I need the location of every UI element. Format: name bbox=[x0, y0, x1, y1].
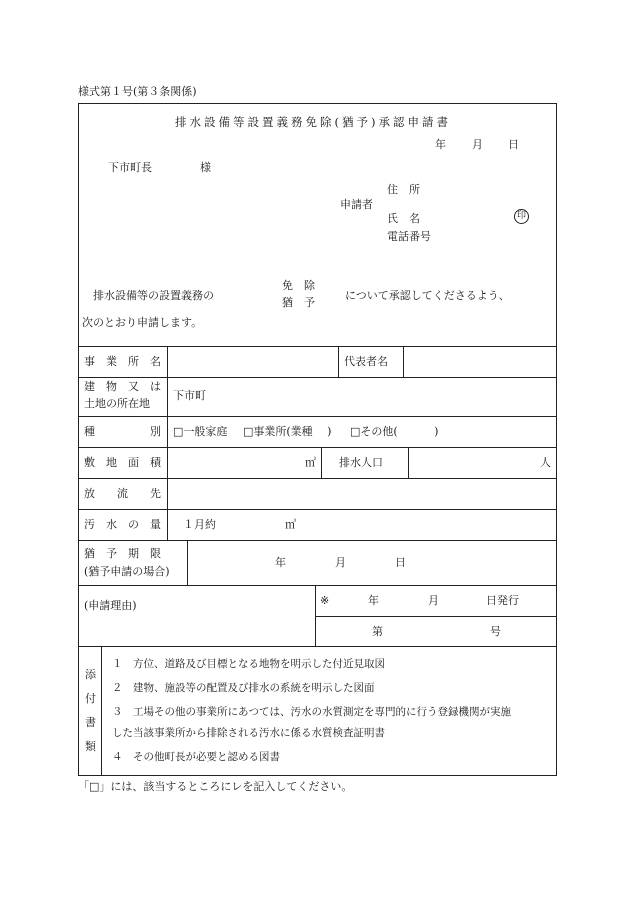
office-name-label: 事 業 所 名 bbox=[84, 355, 161, 368]
form-title: 排水設備等設置義務免除(猶予)承認申請書 bbox=[175, 115, 451, 129]
rule-h8 bbox=[78, 585, 557, 586]
applicant-name-label: 氏 名 bbox=[387, 212, 420, 225]
volume-unit: ㎥ bbox=[285, 518, 296, 531]
issue-year: 年 bbox=[368, 594, 379, 607]
deferral-label-1: 猶 予 期 限 bbox=[84, 547, 161, 560]
applicant-address-label: 住 所 bbox=[387, 183, 420, 196]
location-label-2: 土地の所在地 bbox=[84, 397, 150, 410]
rule-h6 bbox=[78, 509, 557, 510]
footnote: 「□」には、該当するところにレを記入してください。 bbox=[78, 780, 353, 793]
attachment-item-4: ４ その他町長が必要と認める図書 bbox=[112, 751, 280, 763]
addressee-name: 下市町長 bbox=[108, 161, 152, 174]
rule-h3 bbox=[78, 416, 557, 417]
attachment-item-2: ２ 建物、施設等の配置及び排水の系統を明示した図面 bbox=[112, 682, 375, 694]
type-household-checkbox[interactable]: □一般家庭 bbox=[173, 425, 228, 438]
attachment-item-3: ３ 工場その他の事業所にあつては、汚水の水質測定を専門的に行う登録機関が実施 bbox=[112, 706, 511, 718]
date-year: 年 bbox=[435, 138, 446, 151]
attachment-item-3-cont: した当該事業所から排除される汚水に係る水質検査証明書 bbox=[112, 727, 385, 739]
rule-v-pop-left bbox=[321, 447, 322, 478]
rule-v-reason bbox=[315, 585, 316, 646]
rule-h2 bbox=[78, 377, 557, 378]
attachment-item-1: １ 方位、道路及び目標となる地物を明示した付近見取図 bbox=[112, 658, 385, 670]
seal-mark: 印 bbox=[514, 209, 529, 224]
form-frame bbox=[78, 103, 557, 776]
rule-h10 bbox=[78, 646, 557, 647]
applicant-label: 申請者 bbox=[340, 198, 373, 211]
area-unit: ㎡ bbox=[305, 456, 316, 469]
location-label-1: 建 物 又 は bbox=[84, 380, 161, 393]
rule-h1 bbox=[78, 346, 557, 347]
deferral-label-2: (猶予申請の場合) bbox=[84, 565, 170, 578]
attachments-label-4: 類 bbox=[85, 740, 96, 753]
date-day: 日 bbox=[508, 138, 519, 151]
body-suffix: について承認してくださるよう、 bbox=[345, 289, 510, 302]
volume-label: 汚 水 の 量 bbox=[84, 518, 161, 531]
area-label: 敷 地 面 積 bbox=[84, 456, 161, 469]
population-unit: 人 bbox=[540, 456, 551, 469]
type-other-checkbox[interactable]: □その他( ) bbox=[350, 425, 439, 438]
rule-v-rep-right bbox=[403, 346, 404, 377]
location-value: 下市町 bbox=[173, 389, 206, 402]
rule-v-deferral bbox=[187, 540, 188, 585]
rule-h7 bbox=[78, 540, 557, 541]
body-line2: 次のとおり申請します。 bbox=[82, 316, 203, 329]
reason-label: (申請理由) bbox=[84, 599, 137, 612]
rule-h9 bbox=[315, 616, 557, 617]
attachments-label-3: 書 bbox=[85, 716, 96, 729]
body-option-exemption: 免 除 bbox=[282, 279, 315, 292]
rule-v-rep-left bbox=[338, 346, 339, 377]
issue-day: 日発行 bbox=[486, 594, 519, 607]
form-number: 様式第１号(第３条関係) bbox=[78, 85, 197, 98]
rule-v-attach bbox=[101, 646, 102, 776]
rule-v-pop-right bbox=[408, 447, 409, 478]
discharge-label: 放 流 先 bbox=[84, 487, 161, 500]
attachments-label-2: 付 bbox=[85, 692, 96, 705]
type-label: 種 別 bbox=[84, 425, 161, 438]
body-prefix: 排水設備等の設置義務の bbox=[93, 289, 214, 302]
rule-v-label-col bbox=[167, 346, 168, 540]
date-month: 月 bbox=[472, 138, 483, 151]
number-dai: 第 bbox=[372, 625, 383, 638]
deferral-year: 年 bbox=[275, 556, 286, 569]
deferral-month: 月 bbox=[335, 556, 346, 569]
issue-mark: ※ bbox=[320, 594, 330, 607]
addressee-honorific: 様 bbox=[200, 161, 211, 174]
issue-month: 月 bbox=[428, 594, 439, 607]
type-business-checkbox[interactable]: □事業所(業種 ) bbox=[243, 425, 332, 438]
body-option-deferral: 猶 予 bbox=[282, 296, 315, 309]
attachments-label-1: 添 bbox=[85, 668, 96, 681]
number-go: 号 bbox=[490, 625, 501, 638]
population-label: 排水人口 bbox=[339, 456, 383, 469]
applicant-phone-label: 電話番号 bbox=[387, 230, 431, 243]
representative-label: 代表者名 bbox=[344, 355, 388, 368]
deferral-day: 日 bbox=[395, 556, 406, 569]
rule-h5 bbox=[78, 478, 557, 479]
rule-h4 bbox=[78, 447, 557, 448]
volume-value: １月約 bbox=[183, 518, 216, 531]
